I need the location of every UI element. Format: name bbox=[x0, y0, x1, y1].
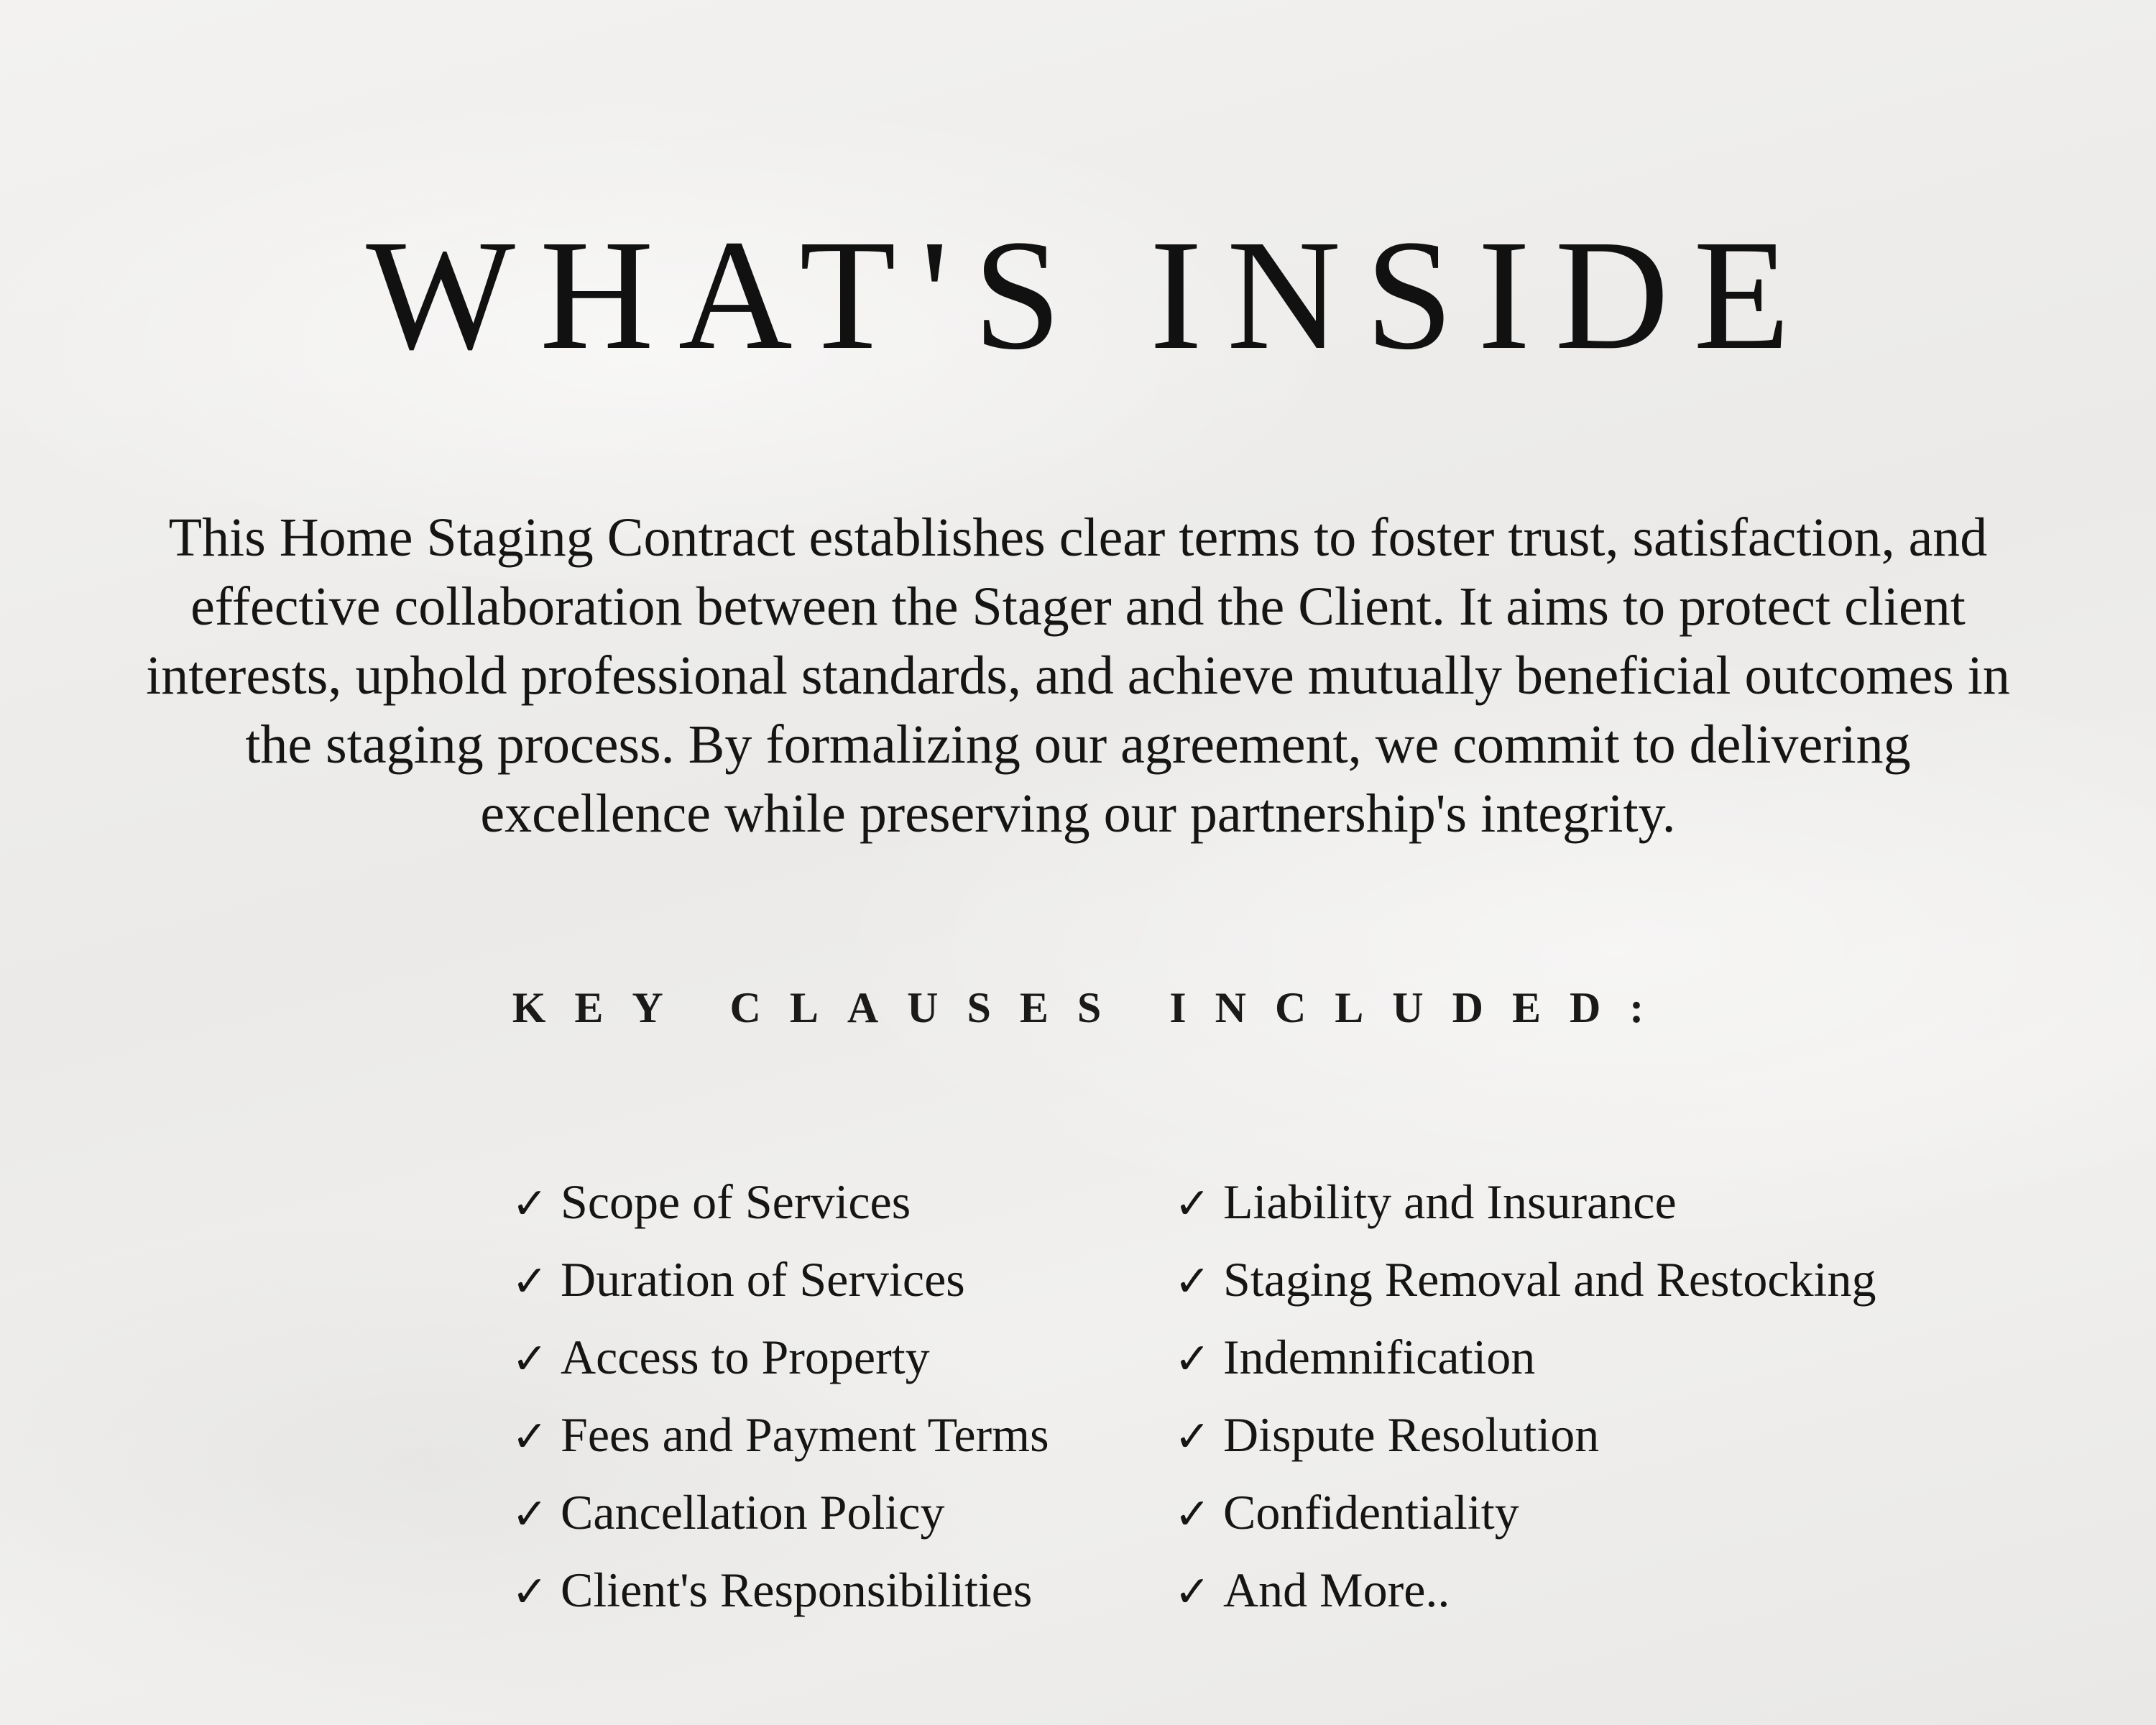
clause-item bbox=[512, 1551, 1049, 1629]
clause-item bbox=[512, 1318, 1049, 1396]
clause-item bbox=[1174, 1396, 1876, 1473]
clause-item bbox=[1174, 1163, 1876, 1241]
clause-item bbox=[512, 1473, 1049, 1551]
clause-item bbox=[1174, 1318, 1876, 1396]
clauses-list bbox=[512, 1163, 1949, 1637]
check-icon: ✓ bbox=[512, 1567, 548, 1617]
clause-label: Scope of Services bbox=[561, 1174, 911, 1229]
clause-label: Client's Responsibilities bbox=[561, 1563, 1033, 1617]
clause-label: Cancellation Policy bbox=[561, 1485, 945, 1540]
check-icon: ✓ bbox=[512, 1412, 548, 1462]
clauses-column-right bbox=[1174, 1163, 1876, 1629]
intro-paragraph: This Home Staging Contract establishes clear terms to foster trust, satisfaction, and effective collaboration between the Stager and the Client. It aims to protect client interests, uphold professional standards, and achieve mutually beneficial outcomes in the staging process. By formalizing our agreement, we commit to delivering excellence while preserving our partnership's integrity. bbox=[146, 507, 2010, 844]
clause-item bbox=[1174, 1241, 1876, 1318]
check-icon: ✓ bbox=[1174, 1334, 1211, 1384]
clause-item bbox=[512, 1241, 1049, 1318]
check-icon: ✓ bbox=[512, 1334, 548, 1384]
check-icon: ✓ bbox=[512, 1179, 548, 1229]
clause-label: Liability and Insurance bbox=[1223, 1174, 1677, 1229]
check-icon: ✓ bbox=[512, 1256, 548, 1307]
clause-label: Access to Property bbox=[561, 1330, 930, 1384]
clause-item bbox=[1174, 1473, 1876, 1551]
check-icon: ✓ bbox=[1174, 1489, 1211, 1540]
check-icon: ✓ bbox=[1174, 1256, 1211, 1307]
clause-label: Confidentiality bbox=[1223, 1485, 1519, 1540]
clause-label: Duration of Services bbox=[561, 1252, 965, 1307]
clause-label: Staging Removal and Restocking bbox=[1223, 1252, 1876, 1307]
clause-item bbox=[1174, 1551, 1876, 1629]
check-icon: ✓ bbox=[512, 1489, 548, 1540]
clause-item bbox=[512, 1396, 1049, 1473]
clause-label: Indemnification bbox=[1223, 1330, 1536, 1384]
check-icon: ✓ bbox=[1174, 1179, 1211, 1229]
clauses-subheading: KEY CLAUSES INCLUDED: bbox=[512, 984, 1673, 1031]
page-title: WHAT'S INSIDE bbox=[366, 207, 1815, 382]
clauses-column-left bbox=[512, 1163, 1049, 1629]
clause-label: Fees and Payment Terms bbox=[561, 1407, 1049, 1462]
check-icon: ✓ bbox=[1174, 1412, 1211, 1462]
clause-label: And More.. bbox=[1223, 1563, 1450, 1617]
check-icon: ✓ bbox=[1174, 1567, 1211, 1617]
clause-label: Dispute Resolution bbox=[1223, 1407, 1600, 1462]
clause-item bbox=[512, 1163, 1049, 1241]
